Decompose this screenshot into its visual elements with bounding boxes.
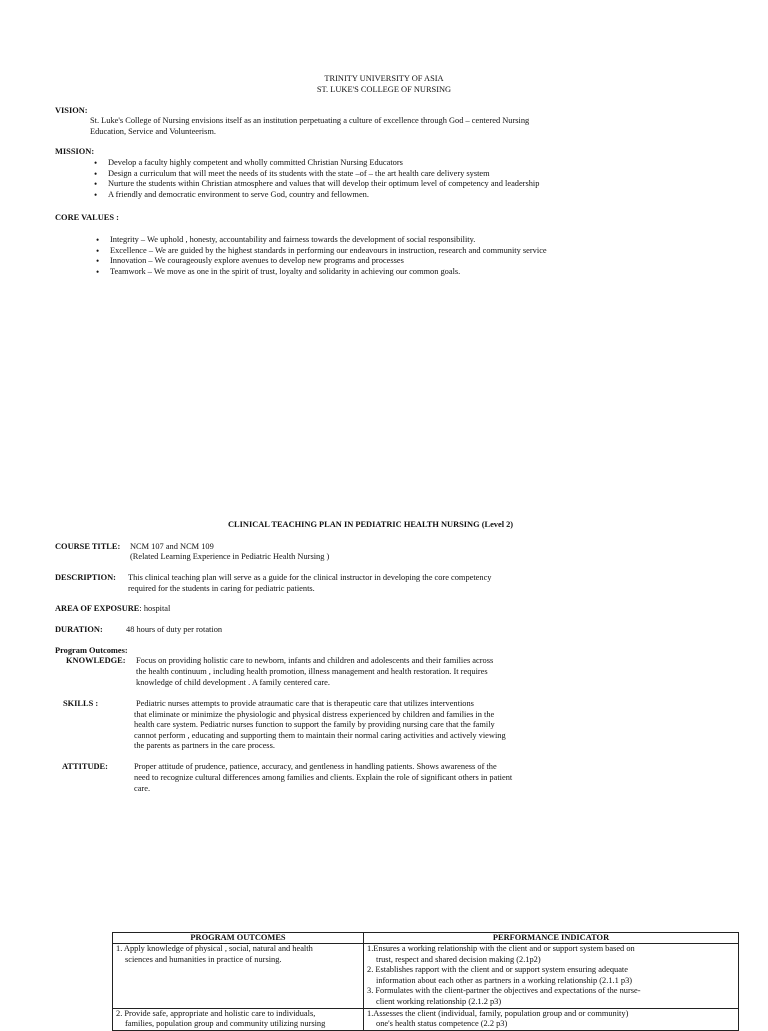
indicator-line: trust, respect and shared decision making (2.1p2): [376, 954, 541, 964]
mission-item: • A friendly and democratic environment to serve God, country and fellowmen.: [94, 190, 539, 201]
core-values-heading: CORE VALUES :: [55, 213, 119, 222]
vision-text-line-1: St. Luke's College of Nursing envisions itself as an institution perpetuating a culture of excellence through God – centered Nursing: [90, 116, 530, 125]
description-label: DESCRIPTION:: [55, 573, 116, 582]
indicator-cell: [364, 944, 739, 1009]
plan-title: CLINICAL TEACHING PLAN IN PEDIATRIC HEALTH NURSING (Level 2): [228, 520, 514, 529]
outcome-cell: [113, 1008, 364, 1030]
outcome-line: 1. Apply knowledge of physical , social, natural and health: [116, 944, 313, 953]
program-outcomes-header: PROGRAM OUTCOMES: [113, 933, 364, 944]
area-of-exposure: AREA OF EXPOSURE: hospital: [55, 604, 171, 613]
core-value-item: • Excellence – We are guided by the highest standards in performing our endeavours in instruction, research and community service: [96, 246, 547, 257]
skills-line-3: health care system. Pediatric nurses function to support the family by providing nursing care that the family: [134, 720, 495, 729]
university-name: TRINITY UNIVERSITY OF ASIA: [324, 74, 444, 83]
indicator-line: one's health status competence (2.2 p3): [376, 1019, 508, 1029]
attitude-line-2: need to recognize cultural differences among families and clients. Explain the role of significant others in patient: [134, 773, 513, 782]
performance-indicator-header: PERFORMANCE INDICATOR: [364, 933, 739, 944]
indicator-line: 1.Assesses the client (individual, family, population group and or community): [367, 1008, 629, 1018]
indicator-line: 3. Formulates with the client-partner the objectives and expectations of the nurse-: [367, 986, 641, 996]
knowledge-line-3: knowledge of child development . A family centered care.: [136, 678, 330, 687]
attitude-line-3: care.: [134, 784, 151, 793]
knowledge-line-2: the health continuum , including health promotion, illness management and health restoration. It requires: [136, 667, 488, 676]
table-header-row: [113, 933, 739, 944]
skills-line-5: the parents as partners in the care process.: [134, 741, 275, 750]
indicator-line: information about each other as partners in a working relationship (2.1.1 p3): [376, 975, 633, 985]
core-value-item: • Innovation – We courageously explore avenues to develop new programs and processes: [96, 256, 547, 267]
attitude-label: ATTITUDE:: [62, 762, 108, 771]
table-row: [113, 1008, 739, 1030]
indicator-cell: [364, 1008, 739, 1030]
outcome-line: sciences and humanities in practice of nursing.: [125, 954, 282, 964]
vision-heading: VISION:: [55, 106, 88, 115]
outcome-cell: [113, 944, 364, 1009]
description-line-2: required for the students in caring for pediatric patients.: [128, 584, 315, 593]
mission-item: • Nurture the students within Christian atmosphere and values that will develop their optimum level of competency and leadership: [94, 179, 539, 190]
skills-line-1: Pediatric nurses attempts to provide atraumatic care that is therapeutic care that utilizes interventions: [136, 699, 474, 708]
skills-label: SKILLS :: [63, 699, 99, 708]
table-row: [113, 944, 739, 1009]
duration-label: DURATION:: [55, 625, 103, 634]
vision-text-line-2: Education, Service and Volunteerism.: [90, 127, 216, 136]
outcome-line: 2. Provide safe, appropriate and holistic care to individuals,: [116, 1008, 316, 1018]
mission-item: • Design a curriculum that will meet the needs of its students with the state –of – the art health care delivery system: [94, 169, 539, 180]
attitude-line-1: Proper attitude of prudence, patience, accuracy, and gentleness in handling patients. Shows awareness of the: [134, 762, 497, 771]
core-values-list: [96, 235, 547, 277]
indicator-line: 1.Ensures a working relationship with the client and or support system based on: [367, 944, 635, 953]
indicator-line: 2. Establishes rapport with the client and or support system ensuring adequate: [367, 965, 628, 975]
knowledge-line-1: Focus on providing holistic care to newborn, infants and children and adolescents and their families across: [136, 656, 494, 665]
course-title-label: COURSE TITLE:: [55, 542, 121, 551]
duration-value: 48 hours of duty per rotation: [126, 625, 223, 634]
description-line-1: This clinical teaching plan will serve as a guide for the clinical instructor in developing the core competency: [128, 573, 492, 582]
program-outcomes-label: Program Outcomes:: [55, 646, 128, 655]
course-title-subtitle: (Related Learning Experience in Pediatric Health Nursing ): [130, 552, 330, 561]
mission-item: • Develop a faculty highly competent and wholly committed Christian Nursing Educators: [94, 158, 539, 169]
indicator-line: client working relationship (2.1.2 p3): [376, 996, 502, 1006]
program-outcomes-table: [112, 932, 739, 1031]
knowledge-label: KNOWLEDGE:: [66, 656, 126, 665]
outcome-line: families, population group and community utilizing nursing: [125, 1019, 326, 1029]
mission-heading: MISSION:: [55, 147, 95, 156]
course-title-value: NCM 107 and NCM 109: [130, 542, 214, 551]
core-value-item: • Teamwork – We move as one in the spirit of trust, loyalty and solidarity in achieving our common goals.: [96, 267, 547, 278]
skills-line-2: that eliminate or minimize the physiologic and physical distress experienced by children and families in the: [134, 710, 495, 719]
college-name: ST. LUKE'S COLLEGE OF NURSING: [316, 84, 452, 94]
mission-list: [94, 158, 539, 200]
core-value-item: • Integrity – We uphold , honesty, accountability and fairness towards the development of social responsibility.: [96, 235, 547, 246]
skills-line-4: cannot perform , educating and supporting them to maintain their normal caring activities and actively viewing: [134, 731, 506, 740]
